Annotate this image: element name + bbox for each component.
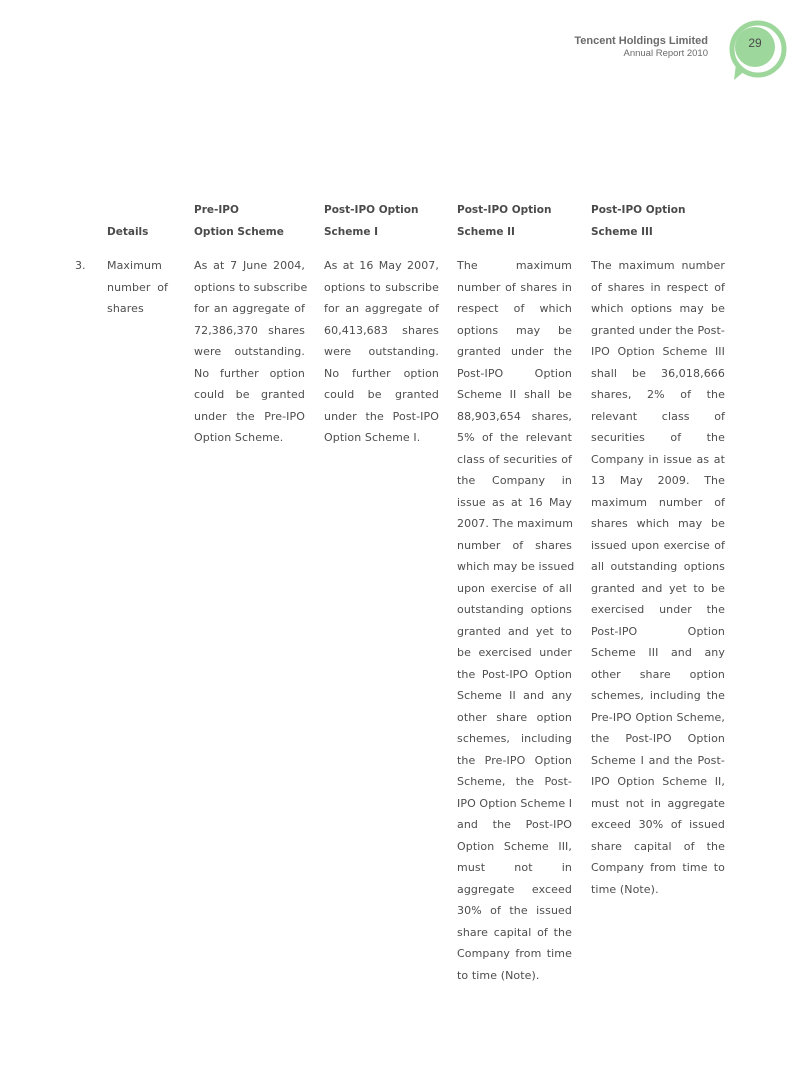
text-line: 30% of the issued [457,904,572,917]
text-line: which options may be [591,302,725,315]
text-line: must not in [457,861,572,874]
text-line: for an aggregate of [324,302,439,315]
text-line: Scheme I and the Post- [591,753,725,767]
text-line: the Pre-IPO Option [457,753,572,767]
text-line: options may be [457,323,572,337]
text-line: Company from time [457,947,572,960]
text-line: relevant class of [591,409,725,423]
text-line: securities of the [591,431,725,444]
text-line: Company from time to [591,861,725,874]
text-line: As at 7 June 2004, [194,259,305,272]
text-line: under the Pre-IPO [194,409,305,423]
text-line: respect of which [457,302,572,315]
text-line: exercised under the [591,603,725,616]
text-line: upon exercise of all [457,581,572,595]
text-line: other share option [591,667,725,681]
text-line: could be granted [324,388,439,401]
text-line: aggregate exceed [457,882,572,896]
page-number: 29 [748,36,762,50]
cell-post-ipo-ii [457,255,575,986]
text-line: As at 16 May 2007, [324,259,439,272]
cell-details [107,255,168,320]
text-line: IPO Option Scheme III [591,345,725,358]
text-line: must not in aggregate [591,796,725,810]
text-line: 60,413,683 shares [324,323,439,337]
text-line: were outstanding. [324,345,439,358]
header-details: Details [107,226,149,238]
text-line: under the Post-IPO [324,409,439,423]
text-line: options to subscribe [194,280,308,294]
text-line: share capital of the [457,925,572,939]
report-header [574,35,708,60]
text-line: number of shares [457,538,572,552]
text-line: No further option [324,366,439,380]
text-line: issued upon exercise of [591,538,725,552]
text-line: could be granted [194,388,305,401]
cell-post-ipo-i [324,255,439,449]
text-line: shares [107,302,144,315]
text-line: and the Post-IPO [457,818,572,831]
row-number: 3. [75,259,86,272]
text-line: Post-IPO Option [591,624,725,638]
text-line: shares which may be [591,517,725,530]
text-line: Maximum [107,259,162,272]
header-post-ipo-ii-line1: Post-IPO Option [457,204,552,216]
header-post-ipo-i-line1: Post-IPO Option [324,204,419,216]
text-line: issue as at 16 May [457,495,572,509]
text-line: granted under the Post- [591,323,725,337]
text-line: Company in issue as at [591,452,725,466]
text-line: outstanding options [457,603,572,616]
text-line: maximum number of [591,495,725,509]
cell-post-ipo-iii [591,255,725,900]
text-line: for an aggregate of [194,302,305,315]
text-line: IPO Option Scheme I [457,796,573,810]
company-name: Tencent Holdings Limited [574,35,708,47]
text-line: The maximum [457,259,572,272]
header-post-ipo-ii-line2: Scheme II [457,226,515,238]
text-line: share capital of the [591,839,725,853]
text-line: schemes, including [457,732,572,745]
header-pre-ipo-line1: Pre-IPO [194,204,239,216]
text-line: granted and yet to [457,624,572,638]
header-pre-ipo-line2: Option Scheme [194,226,284,238]
cell-pre-ipo [194,255,308,449]
text-line: exceed 30% of issued [591,818,725,831]
text-line: Option Scheme I. [324,431,421,444]
page-badge-icon [722,18,790,86]
text-line: shall be 36,018,666 [591,366,725,380]
text-line: the Company in [457,474,572,487]
text-line: 13 May 2009. The [591,474,725,487]
text-line: time (Note). [591,882,659,896]
text-line: options to subscribe [324,280,439,294]
text-line: granted under the [457,345,572,358]
text-line: schemes, including the [591,689,725,702]
text-line: Post-IPO Option [457,366,572,380]
text-line: 72,386,370 shares [194,323,305,337]
text-line: 2007. The maximum [457,517,574,530]
text-line: other share option [457,710,572,724]
text-line: granted and yet to be [591,581,725,595]
header-post-ipo-iii-line1: Post-IPO Option [591,204,686,216]
text-line: No further option [194,366,305,380]
text-line: class of securities of [457,452,572,466]
header-post-ipo-iii-line2: Scheme III [591,226,653,238]
text-line: IPO Option Scheme II, [591,775,725,788]
text-line: Scheme III and any [591,646,725,659]
text-line: number of [107,280,168,294]
text-line: number of shares in [457,280,572,294]
text-line: 5% of the relevant [457,431,572,444]
text-line: Option Scheme. [194,431,284,444]
report-title: Annual Report 2010 [623,48,708,59]
header-post-ipo-i-line2: Scheme I [324,226,379,238]
text-line: which may be issued [457,560,575,573]
text-line: Scheme II and any [457,689,572,702]
text-line: all outstanding options [591,560,725,573]
text-line: Scheme, the Post- [457,775,572,788]
text-line: to time (Note). [457,968,540,982]
text-line: Scheme II shall be [457,388,572,401]
text-line: Pre-IPO Option Scheme, [591,710,725,724]
text-line: be exercised under [457,646,572,659]
text-line: the Post-IPO Option [457,667,572,681]
text-line: were outstanding. [194,345,305,358]
text-line: of shares in respect of [591,280,725,294]
text-line: shares, 2% of the [591,388,725,401]
text-line: Option Scheme III, [457,839,572,853]
text-line: The maximum number [591,259,725,272]
text-line: the Post-IPO Option [591,732,725,745]
text-line: 88,903,654 shares, [457,409,572,423]
